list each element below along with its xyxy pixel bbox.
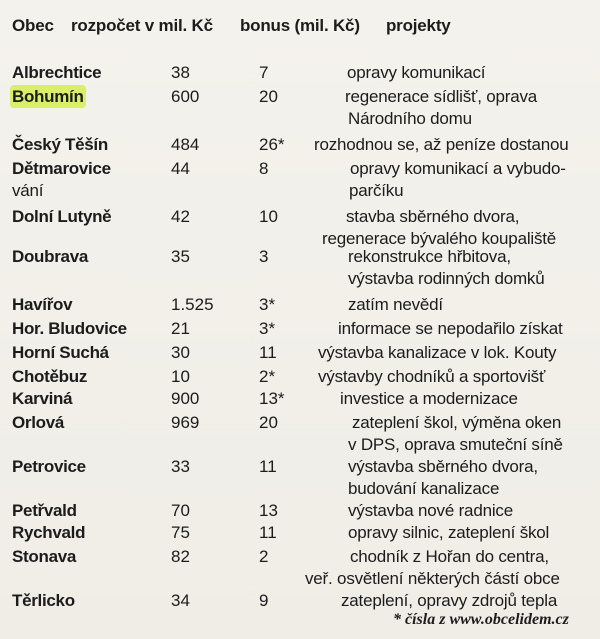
municipality-name: Těrlicko xyxy=(12,591,75,610)
bonus-value: 3 xyxy=(259,247,269,266)
budget-value: 44 xyxy=(171,159,190,178)
project-text: parčíku xyxy=(349,181,404,200)
budget-value: 969 xyxy=(171,413,200,432)
budget-value: 42 xyxy=(171,207,190,226)
project-text: vání xyxy=(12,181,44,200)
project-text: rozhodnou se, až peníze dostanou xyxy=(314,135,569,154)
project-text: opravy silnic, zateplení škol xyxy=(348,523,550,542)
bonus-value: 20 xyxy=(259,87,278,106)
budget-value: 34 xyxy=(171,591,190,610)
municipality-name: Petrovice xyxy=(12,457,86,476)
project-text: stavba sběrného dvora, xyxy=(346,207,520,226)
header-bonus: bonus (mil. Kč) xyxy=(240,16,360,35)
table-row xyxy=(0,134,600,158)
municipality-name: Doubrava xyxy=(12,247,89,266)
project-text: regenerace sídlišť, oprava xyxy=(345,87,538,106)
bonus-value: 26* xyxy=(259,135,285,154)
municipality-name: Stonava xyxy=(12,547,77,566)
budget-value: 30 xyxy=(171,343,190,362)
highlighted-name: Bohumín xyxy=(12,87,84,106)
municipality-name: Karviná xyxy=(12,389,73,408)
table-row xyxy=(0,246,600,288)
table-row xyxy=(0,522,600,546)
municipality-name xyxy=(12,86,84,108)
project-text: výstavby chodníků a sportovišť xyxy=(318,367,546,386)
bonus-value: 7 xyxy=(259,63,269,82)
bonus-value: 9 xyxy=(259,591,269,610)
budget-value: 600 xyxy=(171,87,200,106)
source-footnote: * čísla z www.obcelidem.cz xyxy=(393,611,569,628)
budget-value: 1.525 xyxy=(171,295,214,314)
table-row xyxy=(0,318,600,342)
municipality-name: Český Těšín xyxy=(12,135,108,154)
bonus-value: 20 xyxy=(259,413,278,432)
project-text: opravy komunikací xyxy=(347,63,486,82)
municipality-name: Petřvald xyxy=(12,501,77,520)
bonus-value: 11 xyxy=(259,343,277,362)
bonus-value: 8 xyxy=(259,159,269,178)
bonus-value: 10 xyxy=(259,207,278,226)
project-text: výstavba kanalizace v lok. Kouty xyxy=(318,343,557,362)
bonus-value: 3* xyxy=(259,319,276,338)
project-text: výstavba nové radnice xyxy=(348,501,513,520)
project-text: veř. osvětlení některých částí obce xyxy=(305,569,560,588)
project-text: opravy komunikací a vybudo- xyxy=(350,159,566,178)
budget-value: 82 xyxy=(171,547,190,566)
header-projekty: projekty xyxy=(386,16,451,35)
table-row xyxy=(0,456,600,498)
municipality-name: Dětmarovice xyxy=(12,159,111,178)
bonus-value: 13* xyxy=(259,389,285,408)
budget-value: 35 xyxy=(171,247,190,266)
project-text: výstavba rodinných domků xyxy=(348,269,545,288)
municipality-name: Dolní Lutyně xyxy=(12,207,112,226)
table-row xyxy=(0,294,600,318)
table-row xyxy=(0,546,600,588)
municipality-name: Rychvald xyxy=(12,523,86,542)
project-text: informace se nepodařilo získat xyxy=(338,319,563,338)
table-row xyxy=(0,342,600,366)
municipality-name: Orlová xyxy=(12,413,65,432)
budget-value: 70 xyxy=(171,501,190,520)
table-row xyxy=(0,206,600,248)
table-row xyxy=(0,62,600,86)
municipality-name: Albrechtice xyxy=(12,63,102,82)
municipality-name: Chotěbuz xyxy=(12,367,88,386)
table-row xyxy=(0,366,600,390)
budget-value: 484 xyxy=(171,135,200,154)
project-text: regenerace bývalého koupaliště xyxy=(322,229,557,248)
budget-value: 10 xyxy=(171,367,190,386)
project-text: Národního domu xyxy=(348,109,472,128)
table-row xyxy=(0,158,600,200)
budget-value: 900 xyxy=(171,389,200,408)
municipality-name: Hor. Bludovice xyxy=(12,319,127,338)
budget-value: 21 xyxy=(171,319,190,338)
bonus-value: 2 xyxy=(259,547,269,566)
project-text: investice a modernizace xyxy=(340,389,518,408)
project-text: zateplení škol, výměna oken xyxy=(352,413,562,432)
table-row xyxy=(0,388,600,412)
project-text: chodník z Hořan do centra, xyxy=(350,547,549,566)
bonus-value: 13 xyxy=(259,501,278,520)
table-row xyxy=(0,500,600,524)
budget-value: 38 xyxy=(171,63,190,82)
project-text: zateplení, opravy zdrojů tepla xyxy=(341,591,558,610)
bonus-value: 11 xyxy=(259,457,277,476)
table-row xyxy=(0,412,600,454)
municipality-name: Havířov xyxy=(12,295,73,314)
budget-value: 75 xyxy=(171,523,190,542)
project-text: výstavba sběrného dvora, xyxy=(348,457,538,476)
bonus-value: 11 xyxy=(259,523,277,542)
header-rozpocet: rozpočet v mil. Kč xyxy=(71,16,213,35)
municipality-name: Horní Suchá xyxy=(12,343,109,362)
project-text: v DPS, oprava smuteční síně xyxy=(348,435,563,454)
bonus-value: 3* xyxy=(259,295,276,314)
bonus-value: 2* xyxy=(259,367,276,386)
budget-value: 33 xyxy=(171,457,190,476)
table-row xyxy=(0,86,600,128)
project-text: budování kanalizace xyxy=(348,479,500,498)
header-obec: Obec xyxy=(12,16,54,35)
project-text: rekonstrukce hřbitova, xyxy=(348,247,511,266)
project-text: zatím nevědí xyxy=(348,295,443,314)
